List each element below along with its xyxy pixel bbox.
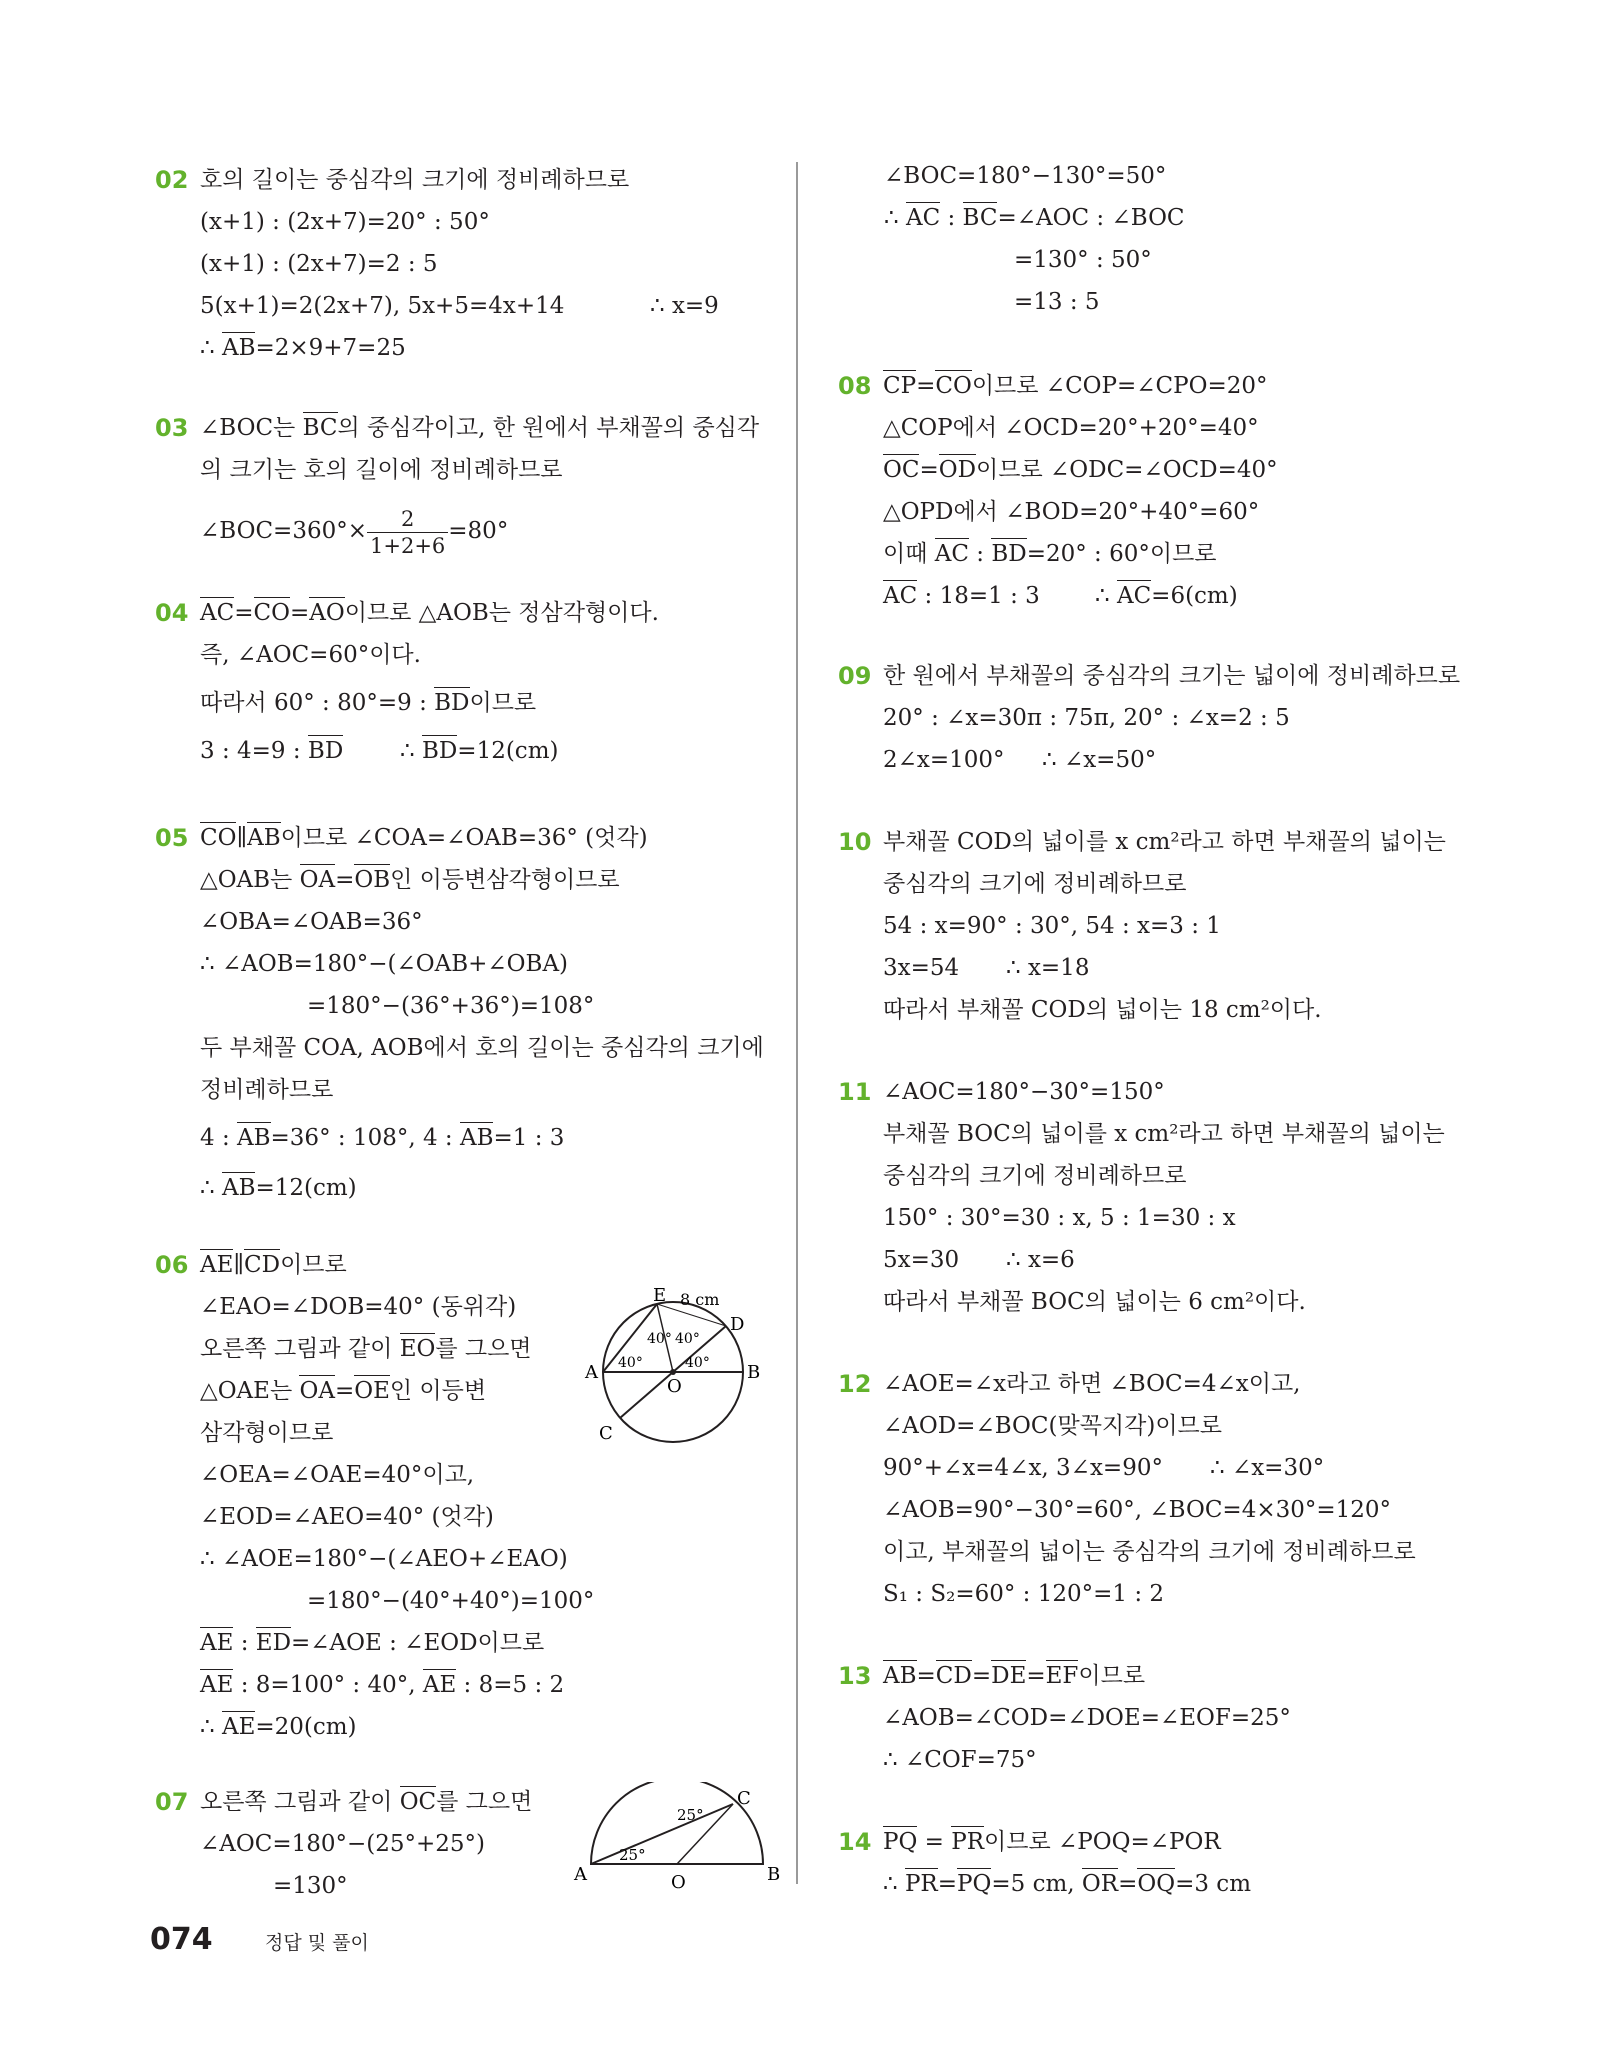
label-D: D: [730, 1314, 745, 1335]
solution-line: 즉, ∠AOC=60°이다.: [200, 642, 421, 668]
problem-number: 12: [838, 1370, 872, 1398]
solution-line: 중심각의 크기에 정비례하므로: [883, 1163, 1187, 1189]
problem-number: 04: [155, 599, 189, 627]
solution-result: ∴ x=6: [1006, 1247, 1075, 1273]
solution-line: ∴ ∠COF=75°: [883, 1747, 1037, 1773]
problem-number: 05: [155, 824, 189, 852]
solution-line: 3x=54: [883, 955, 960, 981]
solution-line: =180°−(40°+40°)=100°: [307, 1588, 595, 1614]
solution-line: =130°: [273, 1873, 348, 1899]
solution-line: AB=CD=DE=EF이므로: [883, 1656, 1145, 1696]
solution-line: =130° : 50°: [1014, 247, 1152, 273]
solution-line: 중심각의 크기에 정비례하므로: [883, 871, 1187, 897]
solution-line: ∴ AC : BC=∠AOC : ∠BOC: [884, 198, 1185, 238]
solution-line: AC=CO=AO이므로 △AOB는 정삼각형이다.: [200, 593, 659, 633]
label-C: C: [737, 1788, 751, 1809]
solution-line: 오른쪽 그림과 같이 EO를 그으면: [200, 1329, 532, 1369]
solution-line: ∠AOC=180°−(25°+25°): [200, 1831, 486, 1857]
label-B: B: [767, 1864, 781, 1885]
angle-label: 25°: [677, 1806, 704, 1824]
label-8cm: 8 cm: [680, 1290, 720, 1309]
label-B: B: [747, 1362, 761, 1383]
footer-title: 정답 및 풀이: [265, 1932, 369, 1954]
solution-line: 오른쪽 그림과 같이 OC를 그으면: [200, 1782, 532, 1822]
solution-line: CO∥AB이므로 ∠COA=∠OAB=36° (엇각): [200, 818, 648, 858]
solution-result: ∴ x=18: [1006, 955, 1090, 981]
angle-label: 40°: [675, 1331, 700, 1347]
solution-result: ∴ BD=12(cm): [400, 731, 558, 771]
solution-line: 정비례하므로: [200, 1077, 334, 1103]
page-number: 074: [150, 1922, 213, 1957]
solution-line: PQ = PR이므로 ∠POQ=∠POR: [883, 1822, 1221, 1862]
solution-line: ∠AOD=∠BOC(맞꼭지각)이므로: [883, 1413, 1222, 1439]
solution-line: △OAB는 OA=OB인 이등변삼각형이므로: [200, 860, 620, 900]
solution-line: 54 : x=90° : 30°, 54 : x=3 : 1: [883, 913, 1221, 939]
solution-line: ∴ PR=PQ=5 cm, OR=OQ=3 cm: [883, 1864, 1251, 1904]
solution-line: △COP에서 ∠OCD=20°+20°=40°: [883, 415, 1259, 441]
problem-number: 08: [838, 372, 872, 400]
solution-line: 따라서 60° : 80°=9 : BD이므로: [200, 683, 536, 723]
problem-number: 03: [155, 414, 189, 442]
solution-line: ∠BOC=360°× $\frac{2}{1+2+6}$ =80°: [200, 506, 509, 558]
arc-symbol: AB: [222, 328, 256, 368]
solution-line: 이때 AC : BD=20° : 60°이므로: [883, 534, 1217, 574]
problem-number: 02: [155, 166, 189, 194]
solution-line: ∠OBA=∠OAB=36°: [200, 909, 423, 935]
solution-line: 따라서 부채꼴 BOC의 넓이는 6 cm²이다.: [883, 1289, 1306, 1315]
label-C: C: [599, 1423, 613, 1444]
center-point: [670, 1369, 676, 1375]
solution-line: ∴ ∠AOB=180°−(∠OAB+∠OBA): [200, 951, 569, 977]
solution-line: AE : ED=∠AOE : ∠EOD이므로: [200, 1623, 544, 1663]
semicircle-diagram-07: [571, 1782, 781, 1892]
solution-result: ∴ x=9: [650, 293, 719, 319]
problem-number: 13: [838, 1662, 872, 1690]
label-O: O: [667, 1376, 682, 1397]
solution-result: ∴ AC=6(cm): [1095, 576, 1238, 616]
problem-number: 10: [838, 828, 872, 856]
solution-line: ∠EAO=∠DOB=40° (동위각): [200, 1294, 517, 1320]
problem-number: 09: [838, 662, 872, 690]
solution-line: AE : 8=100° : 40°, AE : 8=5 : 2: [200, 1665, 564, 1705]
solution-line: ∴ AB=2×9+7=25: [200, 328, 406, 368]
solution-line: AC : 18=1 : 3: [883, 576, 1040, 616]
solution-line: △OAE는 OA=OE인 이등변: [200, 1371, 486, 1411]
solution-line: ∠OEA=∠OAE=40°이고,: [200, 1462, 475, 1488]
solution-line: OC=OD이므로 ∠ODC=∠OCD=40°: [883, 450, 1278, 490]
angle-label: 25°: [619, 1846, 646, 1864]
fraction: $\frac{2}{1+2+6}$: [367, 506, 448, 559]
solution-line: 150° : 30°=30 : x, 5 : 1=30 : x: [883, 1205, 1236, 1231]
solution-result: ∴ ∠x=30°: [1210, 1455, 1325, 1481]
label-A: A: [585, 1362, 598, 1383]
solution-line: ∠AOB=90°−30°=60°, ∠BOC=4×30°=120°: [883, 1497, 1392, 1523]
solution-line: 90°+∠x=4∠x, 3∠x=90°: [883, 1455, 1163, 1481]
solution-line: 2∠x=100°: [883, 747, 1005, 773]
label-A: A: [574, 1864, 587, 1885]
angle-label: 40°: [618, 1355, 643, 1371]
solution-line: =180°−(36°+36°)=108°: [307, 993, 595, 1019]
solution-line: ∠AOE=∠x라고 하면 ∠BOC=4∠x이고,: [883, 1371, 1301, 1397]
solution-line: 따라서 부채꼴 COD의 넓이는 18 cm²이다.: [883, 997, 1322, 1023]
circle-diagram-06: [573, 1287, 773, 1447]
solution-line: ∠BOC=180°−130°=50°: [884, 163, 1167, 189]
solution-line: AE∥CD이므로: [200, 1245, 347, 1285]
solution-line: ∴ AB=12(cm): [200, 1168, 357, 1208]
solution-line: 5x=30: [883, 1247, 960, 1273]
arc-symbol: BC: [303, 408, 338, 448]
solution-line: 3 : 4=9 : BD: [200, 731, 343, 771]
label-O: O: [671, 1872, 686, 1892]
solution-line: 4 : AB=36° : 108°, 4 : AB=1 : 3: [200, 1118, 564, 1158]
solution-line: ∴ AE=20(cm): [200, 1707, 357, 1747]
solution-line: 삼각형이므로: [200, 1420, 334, 1446]
solution-line: S₁ : S₂=60° : 120°=1 : 2: [883, 1581, 1165, 1607]
solution-line: ∠AOB=∠COD=∠DOE=∠EOF=25°: [883, 1705, 1291, 1731]
solution-line: ∠BOC는 BC의 중심각이고, 한 원에서 부채꼴의 중심각: [200, 408, 759, 448]
solution-line: ∴ ∠AOE=180°−(∠AEO+∠EAO): [200, 1546, 568, 1572]
solution-line: 의 크기는 호의 길이에 정비례하므로: [200, 457, 563, 483]
problem-number: 14: [838, 1828, 872, 1856]
solution-line: ∠AOC=180°−30°=150°: [883, 1079, 1165, 1105]
label-E: E: [653, 1287, 667, 1306]
solution-line: ∠EOD=∠AEO=40° (엇각): [200, 1504, 494, 1530]
column-divider: [796, 162, 798, 1884]
solution-line: =13 : 5: [1014, 289, 1100, 315]
solution-line: 두 부채꼴 COA, AOB에서 호의 길이는 중심각의 크기에: [200, 1035, 764, 1061]
solution-line: 20° : ∠x=30π : 75π, 20° : ∠x=2 : 5: [883, 705, 1290, 731]
solution-line: 부채꼴 COD의 넓이를 x cm²라고 하면 부채꼴의 넓이는: [883, 829, 1446, 855]
problem-number: 07: [155, 1788, 189, 1816]
angle-label: 40°: [685, 1355, 710, 1371]
solution-line: △OPD에서 ∠BOD=20°+40°=60°: [883, 499, 1260, 525]
solution-line: 이고, 부채꼴의 넓이는 중심각의 크기에 정비례하므로: [883, 1539, 1416, 1565]
angle-label: 40°: [647, 1331, 672, 1347]
solution-line: 호의 길이는 중심각의 크기에 정비례하므로: [200, 167, 630, 193]
solution-line: 한 원에서 부채꼴의 중심각의 크기는 넓이에 정비례하므로: [883, 663, 1461, 689]
solution-result: ∴ ∠x=50°: [1042, 747, 1157, 773]
problem-number: 11: [838, 1078, 872, 1106]
chord-AC: [591, 1804, 733, 1864]
solution-line: 부채꼴 BOC의 넓이를 x cm²라고 하면 부채꼴의 넓이는: [883, 1121, 1445, 1147]
solution-line: (x+1) : (2x+7)=2 : 5: [200, 251, 438, 277]
problem-number: 06: [155, 1251, 189, 1279]
solution-line: CP=CO이므로 ∠COP=∠CPO=20°: [883, 366, 1268, 406]
solution-line: (x+1) : (2x+7)=20° : 50°: [200, 209, 490, 235]
solution-line: 5(x+1)=2(2x+7), 5x+5=4x+14: [200, 293, 565, 319]
